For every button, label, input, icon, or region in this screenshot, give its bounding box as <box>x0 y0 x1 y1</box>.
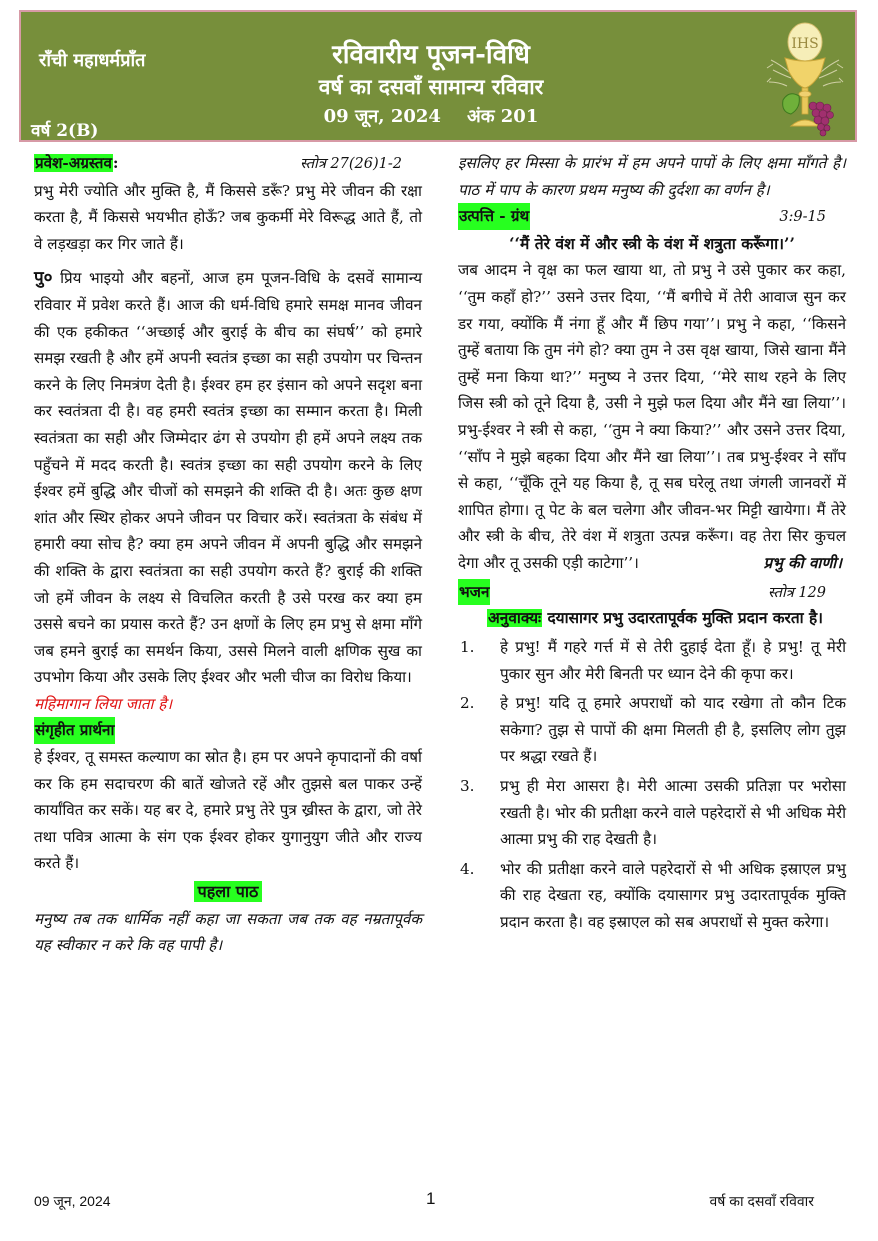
priest-marker: पु० <box>34 268 53 289</box>
genesis-reading-text <box>458 257 846 576</box>
psalm-header <box>458 579 846 607</box>
page-number: 1 <box>426 1189 436 1208</box>
psalm-verse <box>458 773 846 853</box>
priest-introduction <box>34 265 422 691</box>
issue-date: 09 जून, 2024 <box>323 106 441 127</box>
collect-heading: संगृहीत प्रार्थना <box>34 717 115 744</box>
entrance-antiphon-reference: स्तोत्र 27(26)1-2 <box>300 156 402 172</box>
footer-date: 09 जून, 2024 <box>34 1193 111 1209</box>
verse-text: हे प्रभु! मैं गहरे गर्त्त में से तेरी दुहाई देता हूँ। हे प्रभु! तू मेरी पुकार सुन और मेरी बिनती पर ध्यान देने की कृपा कर। <box>500 638 846 683</box>
right-column <box>458 150 846 939</box>
chalice-host-logo <box>763 20 847 138</box>
psalm-verse <box>458 856 846 936</box>
psalm-response <box>458 606 846 630</box>
verse-number: 1. <box>460 638 475 657</box>
verse-number: 4. <box>460 859 475 878</box>
first-reading-heading: पहला पाठ <box>194 881 263 902</box>
gloria-rubric: महिमागान लिया जाता है। <box>34 694 173 713</box>
collect-header <box>34 717 422 744</box>
genesis-text: जब आदम ने वृक्ष का फल खाया था, तो प्रभु ने उसे पुकार कर कहा, ‘‘तुम कहाँ हो?’’ उसने उत्तर दिया, ‘‘मैं बगीचे में तेरी आवाज सुन कर डर गया, क्योंकि मैं नंगा हूँ और मैं छिप गया’’। प्रभु ने कहा, ‘‘किसने तुम्हें बताया कि तुम नंगे हो? क्या तुम ने उस वृक्ष खाया, जिसे खाना मैंने तुम्हें मना किया था?’’ मनुष्य ने उत्तर दिया, ‘‘मेरे साथ रहने के लिए जिस स्त्री को तूने दिया है, उसी ने मुझे फल दिया और मैंने खा लिया’’। प्रभु-ईश्वर ने स्त्री से कहा, ‘‘तुम ने क्या किया?’’ और उसने उत्तर दिया, ‘‘साँप ने मुझे बहका दिया और मैंने खा लिया’’। तब प्रभु-ईश्वर ने साँप से कहा, ‘‘चूँकि तूने यह किया है, तू सब घरेलू तथा जंगली जानवरों में शापित होगा। तू पेट के बल चलेगा और जीवन-भर मिट्टी खायेगा। मैं तेरे और स्त्री के बीच, तेरे वंश में शत्रुता उत्पन्न करूँग। वह तेरा सिर कुचल देगा और तू उसकी एड़ी काटेगा’’। <box>458 261 846 572</box>
header-banner <box>19 10 857 142</box>
verse-text: हे प्रभु! यदि तू हमारे अपराधों को याद रखेगा तो कौन टिक सकेगा? तुझ से पापों की क्षमा मिलती ही है, इसलिए लोग तुझ पर श्रद्धा रखते हैं। <box>500 694 846 766</box>
dateline <box>201 102 661 132</box>
psalm-verses <box>458 634 846 936</box>
genesis-reference: 3:9-15 <box>779 209 826 226</box>
verse-number: 3. <box>460 777 475 796</box>
verse-text: प्रभु ही मेरा आसरा है। मेरी आत्मा उसकी प्रतिज्ञा पर भरोसा रखती है। भोर की प्रतीक्षा करने वाले पहरेदारों से भी अधिक मेरी आत्मा प्रभु की राह देखती है। <box>500 777 846 849</box>
first-reading-intro-continued: इसलिए हर मिस्सा के प्रारंभ में हम अपने पापों के लिए क्षमा माँगते है। पाठ में पाप के कारण प्रथम मनुष्य की दुर्दशा का वर्णन है। <box>458 154 846 199</box>
sunday-title: वर्ष का दसवाँ सामान्य रविवार <box>318 74 544 99</box>
psalm-reference: स्तोत्र 129 <box>768 584 826 601</box>
first-reading-intro: मनुष्य तब तक धार्मिक नहीं कहा जा सकता जब तक वह नम्रतापूर्वक यह स्वीकार न करे कि वह पापी है। <box>34 909 422 955</box>
liturgical-year: वर्ष 2(B) <box>31 121 99 141</box>
entrance-antiphon-header <box>34 150 422 178</box>
footer-title: वर्ष का दसवाँ रविवार <box>709 1193 814 1209</box>
logo-ihs-text: IHS <box>791 36 819 52</box>
collect-text: हे ईश्वर, तू समस्त कल्याण का स्रोत है। हम पर अपने कृपादानों की वर्षा कर कि हम सदाचरण की बातें खोजते रहें और तुझसे बल पाकर उन्हें कार्यांवित कर सकें। यह बर दे, हमारे प्रभु तेरे पुत्र ख्रीस्त के द्वारा, जो तेरे तथा पवित्र आत्मा के संग एक ईश्वर होकर युगानुयुग जीते और राज्य करते हैं। <box>34 748 422 873</box>
verse-number: 2. <box>460 694 475 713</box>
genesis-key-verse: ‘‘मैं तेरे वंश में और स्त्री के वंश में शत्रुता करूँगा।’’ <box>509 233 795 253</box>
psalm-verse <box>458 690 846 770</box>
diocese-name: राँची महाधर्मप्राँत <box>39 50 146 71</box>
psalm-heading: भजन <box>458 579 490 606</box>
left-column <box>34 150 422 959</box>
psalm-verse <box>458 634 846 687</box>
psalm-response-text: दयासागर प्रभु उदारतापूर्वक मुक्ति प्रदान करता है। <box>547 609 823 628</box>
verse-text: भोर की प्रतीक्षा करने वाले पहरेदारों से भी अधिक इस्राएल प्रभु की राह देखता रह, क्योंकि दयासागर प्रभु उदारतापूर्वक मुक्ति प्रदान करता है। वह इस्राएल को सब अपराधों से मुक्त करेगा। <box>500 859 846 932</box>
psalm-response-label: अनुवाक्यः <box>488 609 542 628</box>
first-reading-header <box>34 879 422 906</box>
genesis-heading: उत्पत्ति - ग्रंथ <box>458 203 530 230</box>
entrance-antiphon-text: प्रभु मेरी ज्योति और मुक्ति है, मैं किससे डरूँ? प्रभु मेरे जीवन की रक्षा करता है, मैं किससे भयभीत होऊँ? जब कुकर्मी मेरे विरूद्ध आते हैं, तो वे लड़खड़ा कर गिर जाते हैं। <box>34 181 422 253</box>
entrance-antiphon-heading: प्रवेश-अग्रस्तव <box>35 154 112 172</box>
priest-introduction-text: प्रिय भाइयो और बहनों, आज हम पूजन-विधि के दसवें सामान्य रविवार में प्रवेश करते हैं। आज की धर्म-विधि हमारे समक्ष मानव जीवन की एक हकीकत ‘‘अच्छाई और बुराई के बीच का संघर्ष’’ को हमारे समझ रखती है और हमें अपनी स्वतंत्र इच्छा का सही उपयोग पर चिन्तन करने के लिए निमत्रंण देती है। ईश्वर हम हर इंसान को अपने सदृश बना कर स्वतंत्रता दी है। वह हमरी स्वतंत्र इच्छा का सम्मान करता है। मिली स्वतंत्रता का सही और जिम्मेदार ढंग से उपयोग ही हमें अपने लक्ष्य तक पहुँचने में मदद करती है। स्वतंत्र इच्छा का सही उपयोग करने के लिए ईश्वर हमें बुद्धि और चीजों को समझने की शक्ति दी है। अतः कुछ क्षण शांत और स्थिर होकर अपने जीवन पर विचार करें। स्वतंत्रता के संबंध में हमारी क्या सोच है? क्या हम अपने जीवन में अपनी बुद्धि और समझने की शक्ति के द्वारा स्वतंत्रता का सही उपयोग करते हैं? बुराई की शक्ति जो हमें जीवन के लक्ष्य से विचलित करती है उसे परख कर क्या हम उससे बचने का प्रयास करते हैं? उन क्षणों के लिए हम प्रभु से क्षमा माँगे जब हमने बुराई का समर्थन किया, उससे मिलने वाली क्षणिक सुख का उपभोग किया और उसके लिए ईश्वर और भली चीज का विरोध किया। <box>34 269 423 687</box>
genesis-header <box>458 203 846 231</box>
header-center <box>201 38 661 132</box>
issue-number: अंक 201 <box>466 106 539 127</box>
word-of-the-lord: प्रभु की वाणी। <box>763 553 842 572</box>
heading-colon: : <box>112 154 119 172</box>
publication-title: रविवारीय पूजन-विधि <box>332 40 530 70</box>
